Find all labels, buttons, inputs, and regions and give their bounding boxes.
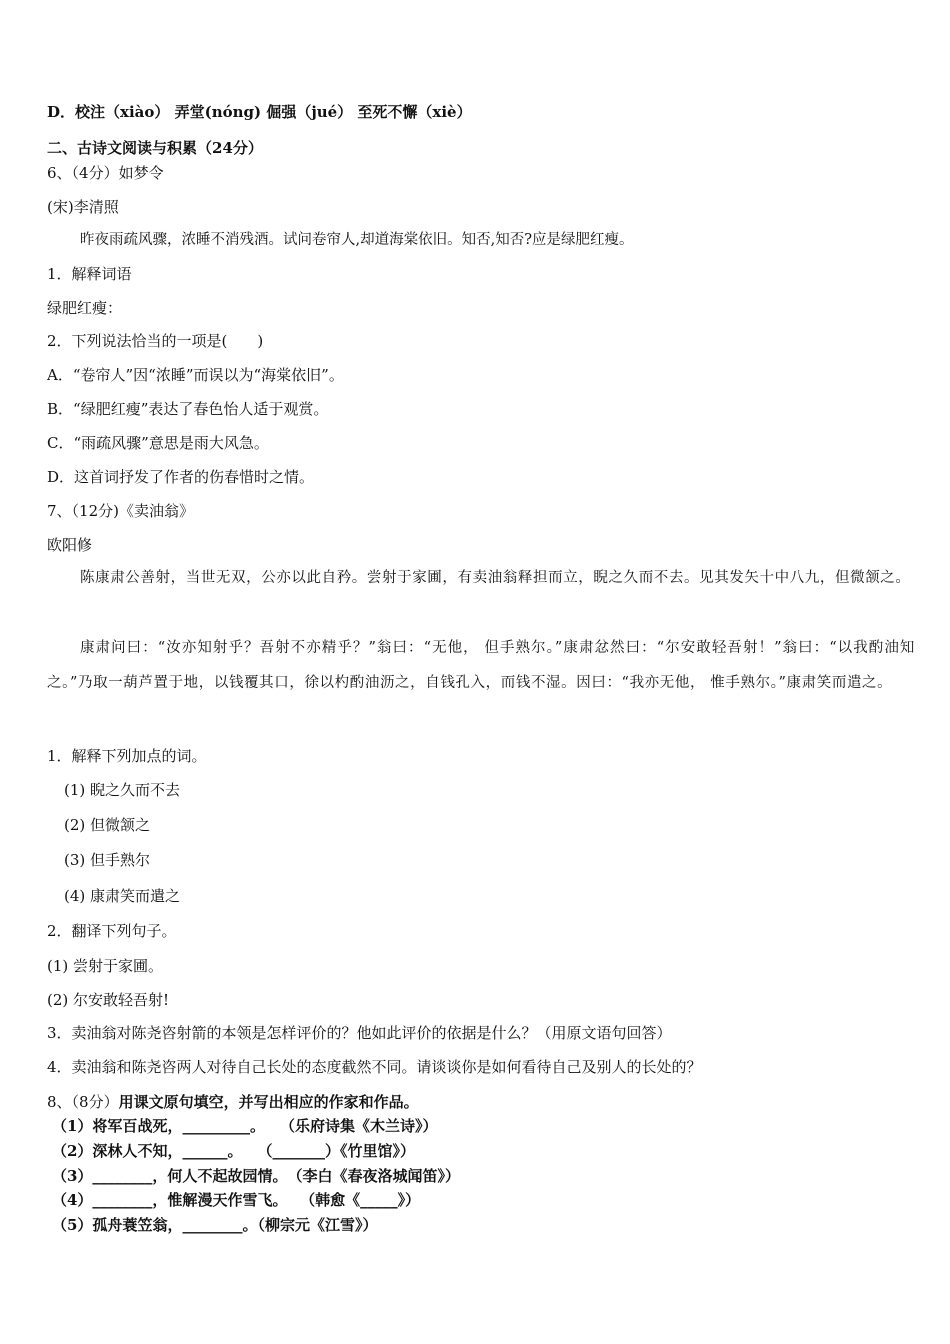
q6-option-d: D．这首词抒发了作者的伤春惜时之情。 [47, 468, 315, 486]
q8-fill-4: （4）________，惟解漫天作雪飞。 （韩愈《_____》） [52, 1191, 421, 1209]
q7-paragraph-1: 陈康肃公善射，当世无双，公亦以此自矜。尝射于家圃，有卖油翁释担而立，睨之久而不去。见其发矢十中八九，但微颔之。 [80, 570, 911, 586]
section-2-title: 二、古诗文阅读与积累（24分） [47, 139, 263, 157]
q6-option-a: A．“卷帘人”因“浓睡”而误以为“海棠依旧”。 [47, 366, 344, 384]
q6-option-c: C．“雨疏风骤”意思是雨大风急。 [47, 434, 269, 452]
q8-fill-1: （1）将军百战死，_________。 （乐府诗集《木兰诗》） [52, 1117, 438, 1135]
q8-fill-2: （2）深林人不知，______。 （_______）《竹里馆》） [52, 1142, 415, 1160]
q6-author: (宋)李清照 [47, 198, 119, 216]
option-d: D．校注（xiào） 弄堂(nóng) 倔强（jué） 至死不懈（xiè） [47, 103, 472, 121]
q7-header: 7、（12分)《卖油翁》 [47, 502, 194, 520]
q7-word-1: (1) 睨之久而不去 [64, 781, 181, 799]
q7-sub4: 4．卖油翁和陈尧咨两人对待自己长处的态度截然不同。请谈谈你是如何看待自己及别人的长处的？ [47, 1058, 702, 1076]
q7-paragraph-2: 康肃问曰：“汝亦知射乎？吾射不亦精乎？”翁曰：“无他， 但手熟尔。”康肃忿然曰：“尔安敢轻吾射！”翁曰：“以我酌油知之。”乃取一葫芦置于地，以钱覆其口，徐以杓酌油沥之，自钱孔入，而钱不湿。因曰：“我亦无他， 惟手熟尔。”康肃笑而遣之。 [47, 640, 915, 691]
q7-sub1: 1．解释下列加点的词。 [47, 747, 207, 765]
q7-word-3: (3) 但手熟尔 [64, 851, 151, 869]
q6-option-b: B．“绿肥红瘦”表达了春色怡人适于观赏。 [47, 400, 329, 418]
q8-header-number: 8、（8分） [47, 1093, 119, 1111]
q7-translate-2: (2) 尔安敢轻吾射! [47, 991, 170, 1009]
q7-author: 欧阳修 [47, 536, 93, 554]
q7-word-2: (2) 但微颔之 [64, 816, 151, 834]
q7-word-4: (4) 康肃笑而遣之 [64, 887, 181, 905]
q6-header: 6、（4分）如梦令 [47, 164, 164, 182]
q8-fill-3: （3）________，何人不起故园情。 （李白《春夜洛城闻笛》） [52, 1167, 460, 1185]
q8-header-text: 用课文原句填空，并写出相应的作家和作品。 [118, 1093, 419, 1111]
q7-translate-1: (1) 尝射于家圃。 [47, 957, 164, 975]
q6-poem: 昨夜雨疏风骤，浓睡不消残酒。试问卷帘人,却道海棠依旧。知否,知否?应是绿肥红瘦。 [80, 232, 634, 248]
q6-sub2: 2．下列说法恰当的一项是( ) [47, 332, 264, 350]
q7-sub2: 2．翻译下列句子。 [47, 922, 177, 940]
q6-sub1: 1．解释词语 [47, 265, 132, 283]
q6-term: 绿肥红瘦： [47, 299, 123, 317]
q8-fill-5: （5）孤舟蓑笠翁，________。（柳宗元《江雪》） [52, 1216, 378, 1234]
q8-header [47, 1092, 419, 1112]
q7-sub3: 3．卖油翁对陈尧咨射箭的本领是怎样评价的？他如此评价的依据是什么？（用原文语句回答） [47, 1024, 672, 1042]
